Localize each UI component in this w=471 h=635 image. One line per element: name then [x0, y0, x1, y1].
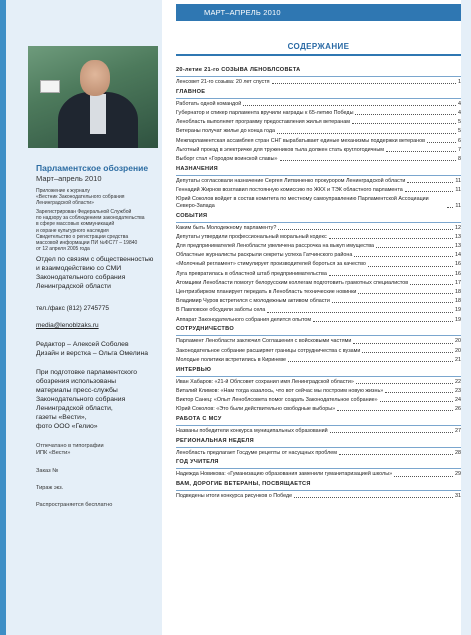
toc-section-rule: [176, 468, 461, 469]
toc-entry-title: Атомщики Ленобласти помогут белорусским коллегам подготовить грамотных специалистов: [176, 279, 409, 286]
toc-page-number: 22: [455, 378, 461, 385]
toc-leader-dots: [427, 142, 456, 143]
toc-page-number: 16: [455, 261, 461, 268]
department-line: Отдел по связям с общественностью: [36, 256, 154, 263]
toc-entry-title: «Молочный регламент» стимулирует производителей бороться за качество: [176, 261, 366, 268]
toc-leader-dots: [368, 266, 453, 267]
toc-leader-dots: [294, 497, 453, 498]
toc-leader-dots: [354, 256, 453, 257]
toc-entry[interactable]: [176, 178, 461, 185]
toc-leader-dots: [330, 432, 453, 433]
toc-section-heading: ГЛАВНОЕ: [176, 88, 206, 95]
toc-entry[interactable]: [176, 110, 461, 117]
toc-entry[interactable]: [176, 338, 461, 345]
toc-section-rule: [176, 447, 461, 448]
toc-entry-title: Владимир Чуров встретился с молодежным активом области: [176, 298, 330, 305]
toc-entry-title: Ленсовет 21-го созыва: 20 лет спустя: [176, 79, 270, 85]
toc-leader-dots: [394, 476, 453, 477]
toc-leader-dots: [405, 191, 454, 192]
toc-section-rule: [176, 175, 461, 176]
toc-page-number: 8: [458, 155, 461, 162]
portrait-photo: [28, 46, 158, 148]
toc-leader-dots: [355, 114, 456, 115]
registration-line: Свидетельство о регистрации средства: [36, 233, 129, 240]
email-link[interactable]: media@lenoblzaks.ru: [36, 322, 99, 329]
toc-entry-title: Надежда Новикова: «Гуманизацию образования заменили гуманитаризацией школы»: [176, 471, 393, 478]
registration-line: в сфере массовых коммуникаций: [36, 221, 115, 228]
toc-page-number: 19: [455, 307, 461, 314]
toc-page-number: 4: [458, 109, 461, 116]
appendix-note: [36, 188, 156, 207]
credits-line: Законодательного собрания: [36, 396, 126, 403]
toc-section-rule: [176, 222, 461, 223]
department-line: и взаимодействию со СМИ: [36, 265, 122, 272]
photo-figure-head: [80, 60, 110, 96]
registration-line: и охране культурного наследия: [36, 227, 109, 234]
toc-entry[interactable]: [176, 388, 461, 395]
toc-entry-title: Подведены итоги конкурса рисунков о Победе: [176, 493, 293, 500]
toc-entry-title: Центризбирком планирует передать в Ленобласть технические новинки: [176, 289, 357, 295]
toc-leader-dots: [356, 383, 453, 384]
toc-entry[interactable]: [176, 138, 461, 145]
toc-leader-dots: [339, 454, 453, 455]
toc-entry-title: Юрий Соколов: «Это были действительно свободные выборы»: [176, 406, 336, 413]
toc-entry-title: Виктор Санец: «Опыт Леноблсовета помог создать Законодательное собрание»: [176, 396, 378, 403]
credits-line: материалы пресс-службы: [36, 387, 118, 394]
toc-page-number: 27: [455, 427, 461, 434]
toc-entry-title: Работать одной командой: [176, 100, 242, 107]
toc-entry[interactable]: [176, 406, 461, 413]
department-block: [36, 255, 158, 291]
toc-entry[interactable]: [176, 348, 461, 355]
toc-page-number: 17: [455, 279, 461, 286]
toc-entry[interactable]: [176, 119, 461, 126]
toc-leader-dots: [358, 293, 453, 294]
toc-page-number: 20: [455, 338, 461, 345]
toc-entry[interactable]: [176, 101, 461, 108]
editor-credit: Редактор – Алексей Соболев: [36, 341, 129, 348]
toc-leader-dots: [267, 312, 453, 313]
toc-page-number: 1: [458, 79, 461, 85]
design-credit: Дизайн и верстка – Ольга Омелина: [36, 350, 149, 357]
toc-leader-dots: [380, 401, 453, 402]
toc-section-rule: [176, 98, 461, 99]
toc-leader-dots: [329, 275, 453, 276]
toc-page-number: 29: [455, 471, 461, 478]
toc-entry[interactable]: [176, 261, 461, 268]
toc-leader-dots: [280, 160, 456, 161]
registration-line: Зарегистрирован Федеральной Службой: [36, 209, 132, 215]
toc-entry[interactable]: [176, 156, 461, 163]
registration-line: массовой информации ПИ №ФС77 – 19840: [36, 240, 138, 247]
toc-entry[interactable]: [176, 307, 461, 314]
toc-leader-dots: [447, 207, 453, 208]
appendix-line: Приложение к журналу: [36, 188, 90, 194]
title-divider: [176, 54, 461, 56]
toc-entry[interactable]: [176, 357, 461, 364]
toc-page-number: 24: [455, 396, 461, 403]
toc-section-heading: НАЗНАЧЕНИЯ: [176, 165, 218, 172]
credits-line: обозрения использованы: [36, 378, 116, 385]
order-number: Заказ №: [36, 468, 59, 474]
toc-page-number: 14: [455, 252, 461, 259]
toc-leader-dots: [362, 352, 453, 353]
toc-page-number: 19: [455, 316, 461, 323]
free-distribution: Распространяется бесплатно: [36, 502, 113, 508]
toc-entry-title: Областные журналисты раскрыли секреты успеха Гатчинского района: [176, 252, 353, 259]
toc-entry-title: Законодательное собрание расширяет границы сотрудничества с вузами: [176, 347, 361, 354]
toc-entry-title: Названы победители конкурса муниципальных образований: [176, 427, 328, 434]
toc-entry-title: Льготный проезд в электричке для тружеников тыла должен стать круглогодичным: [176, 146, 384, 153]
toc-entry-title: Иван Хабаров: «21-й Облсовет сохранил имя Ленинградской области»: [176, 378, 354, 385]
toc-entry-title: Губернатор и спикер парламента вручили награды к 65-летию Победы: [176, 109, 354, 116]
toc-leader-dots: [288, 361, 453, 362]
toc-page-number: 11: [455, 186, 461, 193]
toc-section-heading: 20-летие 21-го СОЗЫВА ЛЕНОБЛСОВЕТА: [176, 67, 301, 73]
toc-page-number: 23: [455, 387, 461, 394]
toc-leader-dots: [332, 302, 453, 303]
toc-entry[interactable]: [176, 234, 461, 241]
toc-page-number: 11: [455, 177, 461, 184]
toc-entry-title: Луга превратилась в областной штаб предпринимательства: [176, 270, 327, 277]
toc-entry[interactable]: [176, 196, 461, 210]
toc-leader-dots: [352, 123, 456, 124]
toc-entry[interactable]: [176, 289, 461, 296]
photo-id-card: [40, 80, 60, 93]
toc-entry-title: Ленобласть предлагает Госдуме рецепты от насущных проблем: [176, 449, 338, 456]
issue-date: Март–апрель 2010: [36, 174, 102, 183]
toc-page-number: 13: [455, 233, 461, 240]
toc-entry-title: Каким быть Молодежному парламенту?: [176, 224, 277, 231]
toc-entry[interactable]: [176, 428, 461, 435]
toc-entry-title: Виталий Климов: «Нам тогда казалось, что вот сейчас мы построим новую жизнь»: [176, 387, 384, 394]
toc-section-heading: СОТРУДНИЧЕСТВО: [176, 326, 234, 333]
credits-line: фото ООО «Гелио»: [36, 423, 98, 430]
toc-page-number: 26: [455, 406, 461, 413]
masthead-title: Парламентское обозрение: [36, 163, 149, 173]
toc-page-number: 18: [455, 289, 461, 295]
issue-header-bar: МАРТ–АПРЕЛЬ 2010: [176, 4, 461, 21]
toc-section-heading: РЕГИОНАЛЬНАЯ НЕДЕЛЯ: [176, 437, 254, 444]
toc-section-rule: [176, 335, 461, 336]
toc-section-heading: СОБЫТИЯ: [176, 212, 208, 219]
toc-leader-dots: [272, 83, 456, 84]
toc-entry-title: Парламент Ленобласти заключил Соглашения с войсковыми частями: [176, 338, 352, 345]
toc-page-number: 5: [458, 119, 461, 126]
toc-page-number: 12: [455, 224, 461, 231]
toc-entry[interactable]: [176, 271, 461, 278]
circulation: Тираж экз.: [36, 485, 64, 491]
toc-leader-dots: [376, 247, 453, 248]
toc-page-number: 11: [455, 202, 461, 209]
toc-section-heading: ИНТЕРВЬЮ: [176, 366, 212, 373]
toc-leader-dots: [386, 151, 456, 152]
toc-entry-title: Выборг стал «Городом воинской славы»: [176, 155, 278, 162]
toc-entry-title: Молодые политики встретились в Кириневе: [176, 356, 287, 363]
toc-entry-title: Депутаты утвердили профессиональный моральный кодекс: [176, 233, 327, 240]
toc-leader-dots: [407, 182, 453, 183]
table-of-contents: [176, 67, 461, 502]
toc-entry-title: Геннадий Жирнов возглавил постоянную комиссию по ЖКХ и ТЭК областного парламента: [176, 186, 403, 193]
credits-line: При подготовке парламентского: [36, 369, 138, 376]
toc-section-rule: [176, 425, 461, 426]
toc-entry-title: Ветераны получат жилье до конца года: [176, 128, 276, 135]
right-edge-strip: [461, 0, 471, 635]
phone-fax: тел./факс (812) 2745775: [36, 305, 109, 312]
toc-entry[interactable]: [176, 450, 461, 457]
printing-note: [36, 443, 156, 457]
department-line: Законодательного собрания: [36, 274, 126, 281]
toc-entry[interactable]: [176, 471, 461, 478]
toc-entry[interactable]: [176, 252, 461, 259]
credits-line: газеты «Вести»,: [36, 414, 87, 421]
credits-line: Ленинградской области,: [36, 405, 113, 412]
toc-page-number: 20: [455, 347, 461, 354]
toc-page-number: 31: [455, 493, 461, 500]
toc-entry-title: Депутаты согласовали назначение Сергея Литвиненко прокурором Ленинградской области: [176, 177, 406, 184]
toc-page-number: 7: [458, 146, 461, 153]
toc-section-rule: [176, 490, 461, 491]
department-line: Ленинградской области: [36, 283, 111, 290]
toc-entry[interactable]: [176, 225, 461, 232]
toc-leader-dots: [337, 410, 453, 411]
toc-page-number: 18: [455, 298, 461, 305]
toc-entry[interactable]: [176, 128, 461, 135]
toc-entry[interactable]: [176, 493, 461, 500]
toc-entry-title: Для предпринимателей Ленобласти увеличена рассрочка на выкуп имущества: [176, 243, 375, 250]
toc-entry[interactable]: [176, 298, 461, 305]
toc-section-rule: [176, 376, 461, 377]
toc-entry-title: Ленобласть выполняет программу предоставления жилья ветеранам: [176, 119, 350, 126]
toc-entry[interactable]: [176, 187, 461, 194]
toc-section-heading: ВАМ, ДОРОГИЕ ВЕТЕРАНЫ, ПОСВЯЩАЕТСЯ: [176, 481, 311, 488]
toc-leader-dots: [385, 392, 453, 393]
toc-entry[interactable]: [176, 379, 461, 386]
toc-leader-dots: [278, 229, 453, 230]
toc-page-number: 28: [455, 449, 461, 456]
toc-entry-title: Юрий Соколов войдет в состав комитета по местному самоуправлению Парламентской Ассоциации Северо-Запада: [176, 196, 429, 209]
toc-title: СОДЕРЖАНИЕ: [287, 42, 350, 51]
credits-block: [36, 368, 160, 431]
toc-section-heading: ГОД УЧИТЕЛЯ: [176, 459, 219, 466]
appendix-line: Ленинградской области»: [36, 200, 94, 207]
toc-page-number: 21: [455, 356, 461, 363]
toc-leader-dots: [313, 321, 453, 322]
photo-figure-shirt: [90, 94, 106, 134]
toc-leader-dots: [329, 238, 453, 239]
toc-section-heading: РАБОТА С МСУ: [176, 415, 222, 422]
toc-page-number: 16: [455, 270, 461, 277]
printing-line: Отпечатано в типографии: [36, 443, 104, 449]
toc-entry[interactable]: [176, 243, 461, 250]
appendix-line: «Вестник Законодательного собрания: [36, 194, 125, 201]
toc-section-rule: [176, 76, 461, 77]
toc-leader-dots: [410, 284, 453, 285]
toc-entry-title: Межпарламентская ассамблея стран СНГ вырабатывает единые механизмы поддержки ветеранов: [176, 137, 425, 144]
toc-entry[interactable]: [176, 397, 461, 404]
toc-page-number: 13: [455, 243, 461, 250]
toc-entry[interactable]: [176, 280, 461, 287]
toc-leader-dots: [243, 105, 456, 106]
toc-entry-title: Аппарат Законодательного собрания делится опытом: [176, 316, 312, 323]
toc-entry[interactable]: [176, 317, 461, 324]
toc-entry[interactable]: [176, 147, 461, 154]
registration-note: [36, 209, 156, 252]
toc-entry[interactable]: [176, 79, 461, 86]
registration-line: по надзору за соблюдением законодательства: [36, 215, 145, 222]
toc-entry-title: В Павловске обсудили заботы села: [176, 307, 266, 314]
toc-leader-dots: [353, 343, 453, 344]
printing-line: ИПК «Вести»: [36, 450, 71, 456]
toc-page-number: 5: [458, 128, 461, 135]
toc-page-number: 6: [458, 137, 461, 144]
toc-leader-dots: [277, 133, 456, 134]
toc-page-number: 4: [458, 100, 461, 107]
registration-line: от 12 апреля 2005 года: [36, 246, 90, 253]
